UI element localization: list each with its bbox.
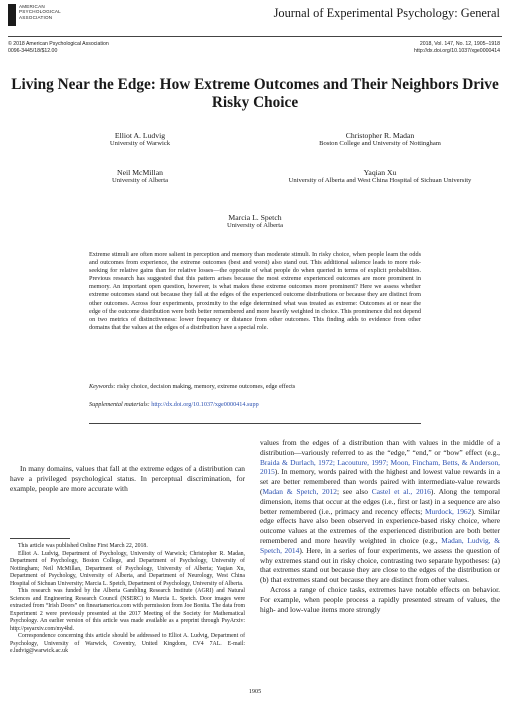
author-madan [280, 131, 480, 148]
body-text: ). Along the temporal dimension, items that occur at the edges (i.e., first or last) in a sequence are also better remembered (i.e., primacy and recency effects; [260, 486, 500, 516]
author-name: Neil McMillan [117, 168, 163, 177]
doi-line[interactable]: http://dx.doi.org/10.1037/xge0000414 [414, 47, 500, 54]
citation-link[interactable]: Madan, Ludvig, & Spetch, 2014 [260, 535, 500, 555]
publisher-line-3: ASSOCIATION [19, 14, 53, 20]
author-spetch [180, 213, 330, 230]
copyright-line: © 2018 American Psychological Association [8, 41, 109, 47]
footnote-correspondence: Correspondence concerning this article should be addressed to Elliot A. Ludvig, Department of Psychology, University of Warwick, Coventry, United Kingdom, CV4 7AL. E-mail: e.ludvig@warwick.ac.uk [10, 633, 245, 654]
page-number: 1905 [248, 688, 262, 695]
footnote-rule [10, 538, 70, 539]
citation-link[interactable]: Murdock, 1962 [424, 506, 472, 516]
body-right-column [260, 438, 500, 614]
body-text: ). Here, in a series of four experiments, we assess the question of why extremes stand out in risky choice, contrasting two separate hypotheses: (a) that extremes stand out because they are close to the edges of the distribution or (b) that extremes stand out because they are distinct from other values. [260, 545, 500, 585]
author-affiliation: University of Alberta [111, 177, 169, 184]
publisher-line-1: AMERICAN [19, 4, 45, 9]
footnote-publication: This article was published Online First March 22, 2018. [18, 543, 148, 549]
abstract-rule [89, 423, 421, 424]
author-name: Christopher R. Madan [345, 131, 415, 140]
supplemental-materials [89, 401, 421, 409]
author-name: Yaqian Xu [363, 168, 397, 177]
citation-link[interactable]: Madan & Spetch, 2012 [262, 486, 337, 496]
copyright-block [8, 41, 109, 54]
author-xu [255, 168, 505, 185]
author-mcmillan [70, 168, 210, 185]
footnote-funding: This research was funded by the Alberta Gambling Research Institute (AGRI) and Natural Sciences and Engineering Research Council (NSERC) to Marcia L. Spetch. Door images were extracted from “Irish Doors” on fineartamerica.com with permission from Joe Bonita. The data from Experiment 2 were previously presented at the 2017 Meeting of the Society for Mathematical Psychology. An earlier version of this article was made available as a preprint through PsyArxiv: http://psyarxiv.com/my4hd. [10, 588, 245, 632]
citation-link[interactable]: Castel et al., 2016 [371, 486, 431, 496]
supplemental-label: Supplemental materials: [89, 401, 150, 408]
body-text: ). Similar edge effects have also been observed in experience-based risky choice, where outcome values at the extremes of the experienced distribution are both better remembered and more heavily weighted in choice (e.g., [260, 506, 501, 545]
author-name: Marcia L. Spetch [228, 213, 282, 222]
author-affiliation: University of Warwick [109, 140, 171, 147]
supplemental-link[interactable]: http://dx.doi.org/10.1037/xge0000414.supp [151, 401, 259, 408]
journal-header [8, 4, 502, 40]
publisher-line-2: PSYCHOLOGICAL [19, 9, 61, 15]
abstract: Extreme stimuli are often more salient in perception and memory than moderate stimuli. In risky choice, when people learn the odds and outcomes from experience, the extreme outcomes (best and worst) also stand out. This additional salience leads to more risk-seeking for relative gains than for relative losses—the opposite of what people do when queried in terms of explicit probabilities. Previous research has suggested that this pattern arises because the most extreme experienced outcomes are more prominent in memory. An important open question, however, is what makes these extreme outcomes more prominent? Here we assess whether extreme outcomes stand out because they fall at the edges of the experienced outcome distributions or because they are distinct from other outcomes. Across four experiments, proximity to the edge determined what was treated as extreme: Outcomes at or near the edge of the outcome distribution were both better remembered and more heavily weighted in choice. This prominence did not depend on two metrics of distinctiveness: lower frequency or distance from other outcomes. This finding adds to evidence from other domains that the values at the edges of a distribution have a special role. [89, 251, 421, 331]
keywords-label: Keywords: [89, 383, 116, 390]
footnotes [10, 543, 245, 656]
citation-link[interactable]: Braida & Durlach, 1972; Lacouture, 1997; Moon, Fincham, Betts, & Anderson, 2015 [260, 457, 500, 477]
footnote-affiliations: Elliot A. Ludvig, Department of Psychology, University of Warwick; Christopher R. Madan, Department of Psychology, Boston College, and Department of Psychology, University of Nottingham; Neil McMillan, Department of Psychology, University of Alberta; Yaqian Xu, Department of Psychology, University of Alberta, and Department of Neurology, West China Hospital of Sichuan University; Marcia L. Spetch, Department of Psychology, University of Alberta. [10, 550, 245, 587]
keywords-text: risky choice, decision making, memory, extreme outcomes, edge effects [117, 383, 296, 390]
journal-title: Journal of Experimental Psychology: General [273, 6, 500, 20]
issn-line: 0096-3445/18/$12.00 [8, 47, 58, 54]
apa-logo [8, 4, 61, 26]
author-ludvig [70, 131, 210, 148]
body-intro-left: In many domains, values that fall at the extreme edges of a distribution can have a privileged psychological status. In perceptual discrimination, for example, people are more accurate with [10, 464, 245, 493]
body-paragraph: Across a range of choice tasks, extremes have notable effects on behavior. For example, when people process a rapidly presented stream of values, the high- and low-value items more strongly [260, 584, 500, 614]
body-text: ; see also [336, 486, 372, 496]
body-text: values from the edges of a distribution than with values in the middle of a distribution—variously referred to as the “edge,” “end,” or “bow” effect (e.g., [260, 438, 500, 457]
author-affiliation: University of Alberta [226, 222, 284, 229]
author-affiliation: Boston College and University of Nottingham [319, 140, 441, 147]
keywords [89, 383, 421, 391]
body-paragraph [260, 438, 500, 585]
article-title: Living Near the Edge: How Extreme Outcomes and Their Neighbors Drive Risky Choice [11, 76, 499, 111]
author-affiliation: University of Alberta and West China Hospital of Sichuan University [288, 177, 472, 184]
body-text: ). In memory, words paired with the highest and lowest value rewards in a set are better remembered than words paired with intermediate-value rewards ( [260, 467, 500, 496]
volume-line: 2018, Vol. 147, No. 12, 1905–1918 [419, 41, 500, 47]
author-name: Elliot A. Ludvig [114, 131, 166, 140]
apa-logo-mark [8, 4, 16, 26]
header-rule [8, 36, 502, 37]
apa-logo-text [19, 4, 61, 20]
citation-block [414, 41, 500, 54]
